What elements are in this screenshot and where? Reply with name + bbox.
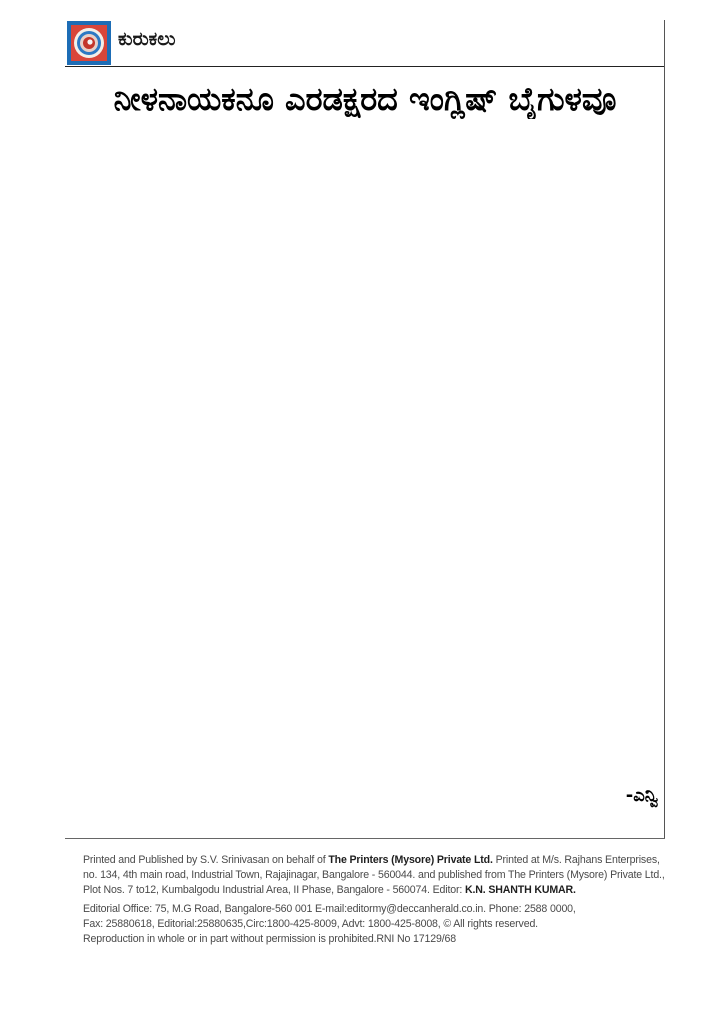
contact-line: Fax: 25880618, Editorial:25880635,Circ:1800-425-8009, Advt: 1800-425-8008, © All rights reserved.: [83, 918, 538, 930]
imprint-line: Printed and Published by S.V. Srinivasan on behalf of The Printers (Mysore) Private Ltd. Printed at M/s. Rajhans Enterprises,: [83, 854, 660, 866]
imprint-rule: [65, 838, 665, 839]
imprint-block: [83, 853, 667, 947]
section-label: ಕುರುಕಲು: [118, 28, 176, 50]
imprint-line: no. 134, 4th main road, Industrial Town, Rajajinagar, Bangalore - 560044. and published from The Printers (Mysore) Private Ltd.,: [83, 869, 665, 881]
author-signature: -ಎನ್ವಿ: [625, 785, 658, 806]
article-title: ನೀಳನಾಯಕನೂ ಎರಡಕ್ಷರದ ಇಂಗ್ಲಿಷ್ ಬೈಗುಳವೂ: [113, 80, 617, 118]
printer-name: The Printers (Mysore) Private Ltd.: [328, 854, 493, 866]
header-rule: [65, 66, 665, 67]
contact-line: Editorial Office: 75, M.G Road, Bangalore-560 001 E-mail:editormy@deccanherald.co.in. Phone: 2588 0000,: [83, 903, 576, 915]
spiral-logo-icon: [67, 21, 111, 65]
right-margin-rule: [664, 20, 665, 839]
article-body: [82, 128, 662, 788]
section-logo: [67, 21, 111, 65]
editor-name: K.N. SHANTH KUMAR.: [464, 884, 576, 896]
copyright-line: Reproduction in whole or in part without permission is prohibited.RNI No 17129/68: [83, 933, 456, 945]
imprint-line: Plot Nos. 7 to12, Kumbalgodu Industrial Area, II Phase, Bangalore - 560074. Editor: K.N. SHANTH KUMAR.: [83, 884, 576, 896]
